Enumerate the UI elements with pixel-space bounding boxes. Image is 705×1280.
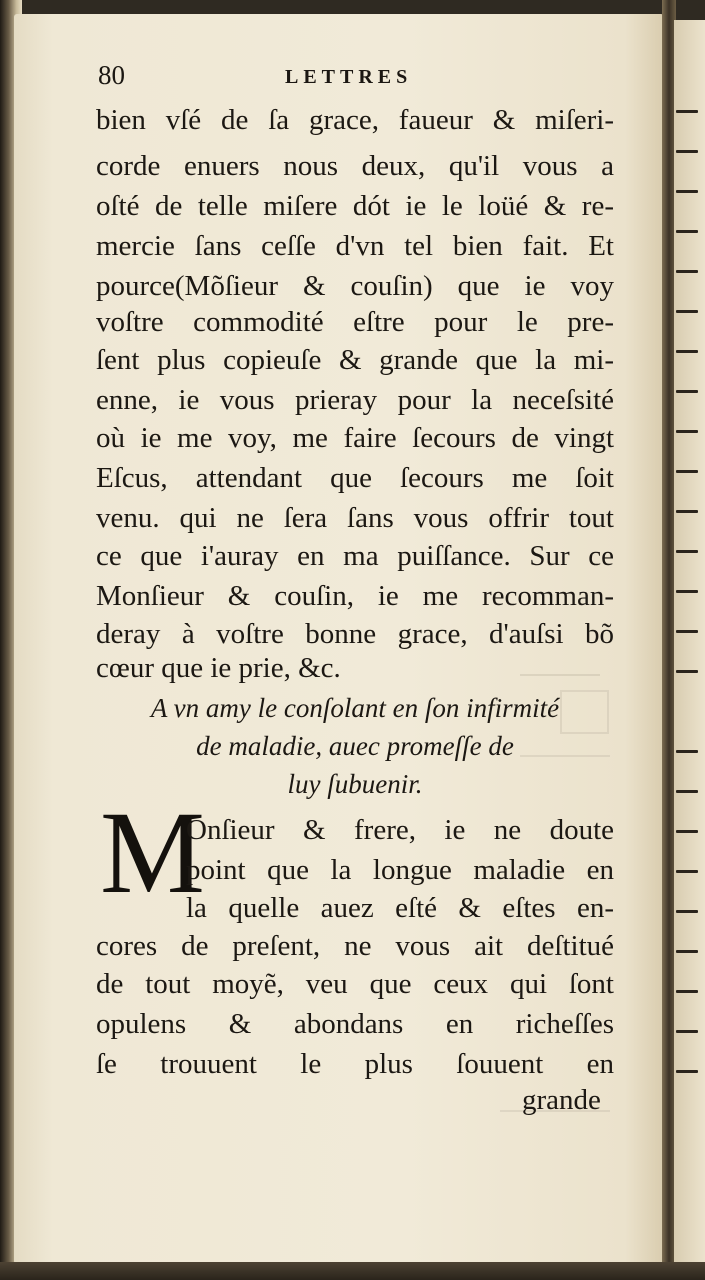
facing-text-fragment xyxy=(676,270,698,273)
facing-text-fragment xyxy=(676,790,698,793)
facing-text-fragment xyxy=(676,950,698,953)
facing-text-fragment xyxy=(676,350,698,353)
letter-heading-line: A vn amy le conſolant en ſon infirmité xyxy=(150,693,560,723)
running-head: LETTRES xyxy=(285,66,413,88)
letter-heading-line: luy ſubuenir. xyxy=(287,769,423,799)
facing-text-fragment xyxy=(676,910,698,913)
text-line: cores de preſent, ne vous ait deſtitué xyxy=(96,930,614,962)
facing-text-fragment xyxy=(676,510,698,513)
facing-page-edge xyxy=(674,20,705,1265)
facing-text-fragment xyxy=(676,550,698,553)
text-line: cœur que ie prie, &c. xyxy=(96,652,341,684)
text-line: voſtre commodité eſtre pour le pre- xyxy=(96,306,614,338)
text-line: opulens & abondans en richeſſes xyxy=(96,1008,614,1040)
facing-text-fragment xyxy=(676,750,698,753)
catchword: grande xyxy=(522,1084,601,1116)
text-line: Onſieur & frere, ie ne doute xyxy=(186,814,614,846)
facing-text-fragment xyxy=(676,230,698,233)
text-line: ſent plus copieuſe & grande que la mi- xyxy=(96,344,614,376)
text-line: Monſieur & couſin, ie me recomman- xyxy=(96,580,614,612)
page-number: 80 xyxy=(98,60,125,90)
text-line: où ie me voy, me faire ſecours de vingt xyxy=(96,422,614,454)
facing-text-fragment xyxy=(676,630,698,633)
text-line: enne, ie vous prieray pour la neceſsité xyxy=(96,384,614,416)
text-line: mercie ſans ceſſe d'vn tel bien fait. Et xyxy=(96,230,614,262)
letter-heading-line: de maladie, auec promeſſe de xyxy=(196,731,514,761)
facing-text-fragment xyxy=(676,190,698,193)
facing-text-fragment xyxy=(676,310,698,313)
text-line: ce que i'auray en ma puiſſance. Sur ce xyxy=(96,540,614,572)
text-line: deray à voſtre bonne grace, d'auſsi bõ xyxy=(96,618,614,650)
book-bottom-edge xyxy=(0,1262,705,1280)
facing-text-fragment xyxy=(676,1070,698,1073)
text-line: bien vſé de ſa grace, faueur & miſeri- xyxy=(96,104,614,136)
facing-text-fragment xyxy=(676,830,698,833)
facing-text-fragment xyxy=(676,590,698,593)
text-line: ſe trouuent le plus ſouuent en xyxy=(96,1048,614,1080)
facing-text-fragment xyxy=(676,390,698,393)
text-line: de tout moyẽ, veu que ceux qui ſont xyxy=(96,968,614,1000)
text-line: Eſcus, attendant que ſecours me ſoit xyxy=(96,462,614,494)
drop-cap: M xyxy=(100,787,205,918)
text-line: la quelle auez eſté & eſtes en- xyxy=(186,892,614,924)
text-line: corde enuers nous deux, qu'il vous a xyxy=(96,150,614,182)
facing-text-fragment xyxy=(676,990,698,993)
text-line: venu. qui ne ſera ſans vous offrir tout xyxy=(96,502,614,534)
text-line: pource(Mõſieur & couſin) que ie voy xyxy=(96,270,614,302)
facing-text-fragment xyxy=(676,470,698,473)
facing-text-fragment xyxy=(676,110,698,113)
facing-text-fragment xyxy=(676,430,698,433)
facing-text-fragment xyxy=(676,1030,698,1033)
facing-text-fragment xyxy=(676,870,698,873)
text-line: oſté de telle miſere dót ie le loüé & re- xyxy=(96,190,614,222)
facing-text-fragment xyxy=(676,670,698,673)
facing-text-fragment xyxy=(676,150,698,153)
text-line: point que la longue maladie en xyxy=(186,854,614,886)
